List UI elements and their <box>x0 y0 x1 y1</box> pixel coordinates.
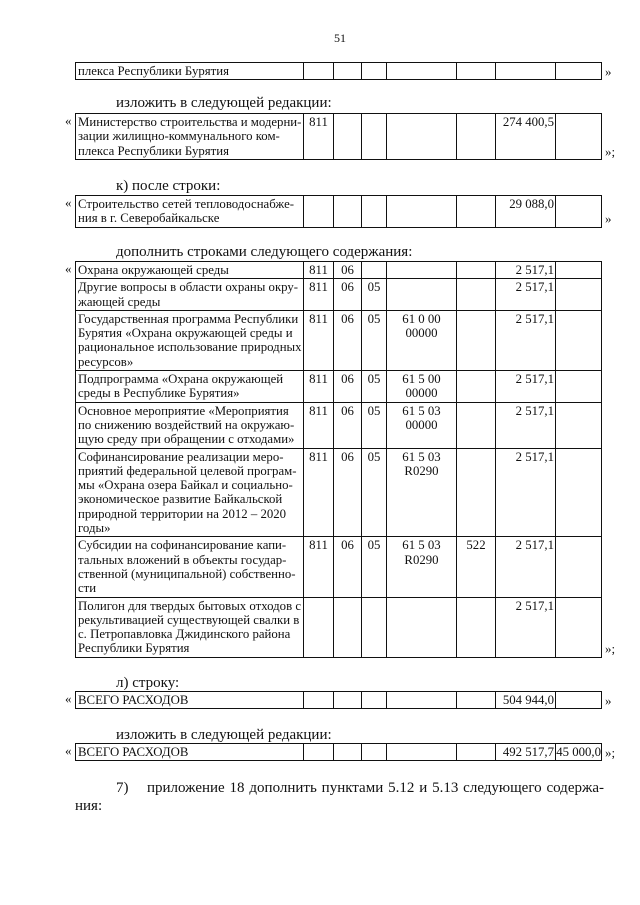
table-replacement-ministry <box>65 113 616 160</box>
cell-name-text: Бурятия «Охрана окружающей среды и <box>78 326 293 341</box>
cell-ministry-text: 811 <box>309 538 328 553</box>
cell-ministry-text: 811 <box>309 372 328 387</box>
cell-name-text: Субсидии на софинансирование капи- <box>78 538 287 553</box>
cell-section <box>334 63 362 80</box>
cell-amount-text: 2 517,1 <box>515 449 554 464</box>
cell-type <box>457 196 496 228</box>
cell-target-text: 00000 <box>405 326 438 341</box>
cell-section-text: 06 <box>341 403 354 418</box>
cell-ministry <box>304 448 334 537</box>
cell-target <box>387 262 457 279</box>
cell-target-text: 61 5 00 <box>402 372 441 387</box>
cell-ministry-text: 811 <box>309 449 328 464</box>
cell-name-text: по снижению воздействий на окружаю- <box>78 417 295 432</box>
cell-type <box>457 63 496 80</box>
cell-section-text: 06 <box>341 263 354 277</box>
cell-amount <box>496 692 556 709</box>
table-row <box>76 196 602 228</box>
cell-name-text: ственной (муниципальной) собственно- <box>78 566 296 581</box>
cell-name-text: ресурсов» <box>78 354 134 369</box>
table-added-rows <box>65 261 616 658</box>
cell-amount-text: 504 944,0 <box>502 693 554 707</box>
budget-table <box>75 113 602 160</box>
cell-target-text: 61 5 03 <box>402 449 441 464</box>
cell-target-text: R0290 <box>404 463 439 478</box>
cell-name <box>76 448 304 537</box>
cell-amount-text: 2 517,1 <box>515 263 554 277</box>
close-quote: »; <box>605 641 616 657</box>
cell-name <box>76 196 304 228</box>
cell-type <box>457 692 496 709</box>
cell-ministry-text: 811 <box>309 115 328 129</box>
cell-target-text: 61 5 03 <box>402 538 441 553</box>
cell-subsection <box>362 371 387 403</box>
cell-name-text: сти <box>78 581 97 596</box>
cell-section <box>334 262 362 279</box>
cell-target-text: 00000 <box>405 417 438 432</box>
cell-amount2 <box>556 310 602 370</box>
cell-name-text: рациональное использование природных <box>78 340 302 355</box>
cell-name-text: зации жилищно-коммунального ком- <box>78 129 280 144</box>
cell-name-text: щую среду при обращении с отходами» <box>78 432 295 447</box>
table-previous-tail <box>75 62 612 80</box>
cell-type <box>457 371 496 403</box>
cell-amount2 <box>556 537 602 597</box>
cell-name <box>76 63 304 80</box>
cell-amount <box>496 402 556 448</box>
cell-section-text: 06 <box>341 538 354 553</box>
cell-ministry <box>304 196 334 228</box>
cell-name <box>76 744 304 761</box>
cell-amount <box>496 114 556 160</box>
cell-amount <box>496 597 556 657</box>
cell-type-text: 522 <box>466 538 486 553</box>
cell-amount <box>496 262 556 279</box>
cell-target-text: 61 0 00 <box>402 311 441 326</box>
cell-subsection <box>362 114 387 160</box>
cell-amount2 <box>556 744 602 761</box>
cell-amount-text: 2 517,1 <box>515 598 554 613</box>
cell-ministry <box>304 114 334 160</box>
cell-amount-text: 2 517,1 <box>515 280 554 295</box>
cell-amount-text: 2 517,1 <box>515 311 554 326</box>
cell-name <box>76 692 304 709</box>
cell-ministry <box>304 402 334 448</box>
cell-ministry <box>304 262 334 279</box>
cell-name-text: природной территории на 2012 – 2020 <box>78 506 287 521</box>
cell-amount2-text: 45 000,0 <box>556 745 601 759</box>
cell-amount <box>496 279 556 311</box>
cell-target <box>387 448 457 537</box>
cell-amount <box>496 196 556 228</box>
cell-target <box>387 310 457 370</box>
cell-subsection <box>362 402 387 448</box>
cell-type <box>457 537 496 597</box>
cell-ministry <box>304 744 334 761</box>
open-quote: « <box>65 113 72 128</box>
cell-amount <box>496 371 556 403</box>
cell-target <box>387 196 457 228</box>
cell-amount-text: 274 400,5 <box>502 115 554 129</box>
cell-ministry <box>304 63 334 80</box>
cell-target <box>387 692 457 709</box>
budget-table <box>75 261 602 658</box>
cell-section <box>334 692 362 709</box>
table-row <box>76 692 602 709</box>
cell-subsection-text: 05 <box>367 538 381 553</box>
table-row <box>76 63 602 80</box>
budget-table <box>75 195 602 228</box>
cell-section-text: 06 <box>341 372 354 387</box>
table-row <box>76 537 602 597</box>
cell-target <box>387 279 457 311</box>
cell-target <box>387 63 457 80</box>
cell-subsection-text: 05 <box>367 311 381 326</box>
cell-amount <box>496 537 556 597</box>
close-quote: »; <box>605 745 616 760</box>
cell-amount2 <box>556 262 602 279</box>
cell-amount2 <box>556 402 602 448</box>
cell-name-text: ВСЕГО РАСХОДОВ <box>78 693 189 707</box>
cell-amount2 <box>556 114 602 160</box>
table-row <box>76 402 602 448</box>
open-quote: « <box>65 261 72 276</box>
cell-type <box>457 448 496 537</box>
cell-name-text: тальных вложений в объекты государ- <box>78 552 287 567</box>
table-row <box>76 597 602 657</box>
cell-ministry-text: 811 <box>309 263 328 277</box>
budget-table <box>75 62 602 80</box>
close-quote: » <box>605 693 612 708</box>
cell-section-text: 06 <box>341 280 354 295</box>
instruction-text: дополнить строками следующего содержания: <box>116 244 413 260</box>
cell-subsection <box>362 196 387 228</box>
cell-subsection <box>362 744 387 761</box>
cell-name-text: Охрана окружающей среды <box>78 263 229 277</box>
cell-subsection <box>362 310 387 370</box>
cell-name-text: Другие вопросы в области охраны окру- <box>78 280 299 295</box>
cell-subsection-text: 05 <box>367 403 381 418</box>
cell-name-text: с. Петропавловка Джидинского района <box>78 627 291 642</box>
cell-ministry <box>304 692 334 709</box>
cell-subsection <box>362 63 387 80</box>
table-row <box>76 744 602 761</box>
cell-amount <box>496 448 556 537</box>
instruction-text: л) строку: <box>116 675 180 691</box>
cell-amount <box>496 63 556 80</box>
cell-name-text: Софинансирование реализации меро- <box>78 449 284 464</box>
cell-subsection-text: 05 <box>367 449 381 464</box>
close-quote: » <box>605 64 612 79</box>
cell-section <box>334 744 362 761</box>
instruction-text: изложить в следующей редакции: <box>116 95 332 111</box>
item-number: 7) <box>116 780 129 796</box>
cell-ministry-text: 811 <box>309 403 328 418</box>
cell-subsection <box>362 448 387 537</box>
cell-type <box>457 114 496 160</box>
cell-name-text: годы» <box>78 521 111 536</box>
cell-name-text: Министерство строительства и модерни- <box>78 115 302 129</box>
table-after-row <box>65 195 612 228</box>
cell-target <box>387 402 457 448</box>
cell-name-text: плекса Республики Бурятия <box>78 64 229 78</box>
cell-type <box>457 597 496 657</box>
cell-name <box>76 402 304 448</box>
cell-amount2 <box>556 371 602 403</box>
cell-section <box>334 114 362 160</box>
cell-subsection <box>362 692 387 709</box>
cell-name <box>76 537 304 597</box>
cell-ministry <box>304 279 334 311</box>
cell-section-text: 06 <box>341 449 354 464</box>
cell-name <box>76 114 304 160</box>
cell-name-text: плекса Республики Бурятия <box>78 143 229 158</box>
cell-name <box>76 262 304 279</box>
cell-ministry <box>304 371 334 403</box>
cell-type <box>457 744 496 761</box>
cell-name <box>76 371 304 403</box>
table-row <box>76 279 602 311</box>
table-row <box>76 262 602 279</box>
page-number: 51 <box>334 31 346 45</box>
table-total-old <box>65 691 612 709</box>
cell-name-text: Республики Бурятия <box>78 641 190 656</box>
cell-type <box>457 262 496 279</box>
cell-amount2 <box>556 279 602 311</box>
cell-ministry <box>304 597 334 657</box>
cell-target-text: 00000 <box>405 386 438 401</box>
cell-target <box>387 371 457 403</box>
cell-target-text: 61 5 03 <box>402 403 441 418</box>
close-quote: »; <box>605 143 616 159</box>
budget-table <box>75 691 602 709</box>
cell-ministry-text: 811 <box>309 311 328 326</box>
cell-amount2 <box>556 196 602 228</box>
cell-name-text: Основное мероприятие «Мероприятия <box>78 403 289 418</box>
cell-name-text: приятий федеральной целевой програм- <box>78 463 297 478</box>
cell-section <box>334 196 362 228</box>
cell-section <box>334 597 362 657</box>
instruction-text: к) после строки: <box>116 178 221 194</box>
cell-type <box>457 279 496 311</box>
cell-section-text: 06 <box>341 311 354 326</box>
cell-ministry <box>304 310 334 370</box>
cell-name-text: Подпрограмма «Охрана окружающей <box>78 372 284 387</box>
cell-section <box>334 448 362 537</box>
cell-amount-text: 2 517,1 <box>515 372 554 387</box>
cell-amount <box>496 744 556 761</box>
cell-amount-text: 2 517,1 <box>515 403 554 418</box>
cell-section <box>334 371 362 403</box>
table-row <box>76 448 602 537</box>
instruction-text: изложить в следующей редакции: <box>116 727 332 743</box>
cell-name-text: Государственная программа Республики <box>78 311 299 326</box>
cell-amount-text: 492 517,7 <box>502 745 554 759</box>
cell-name <box>76 279 304 311</box>
cell-name <box>76 310 304 370</box>
cell-name-text: экономическое развитие Байкальской <box>78 492 283 507</box>
cell-target <box>387 114 457 160</box>
cell-amount2 <box>556 597 602 657</box>
cell-amount2 <box>556 448 602 537</box>
cell-subsection <box>362 279 387 311</box>
cell-name-text: среды в Республике Бурятия» <box>78 386 240 401</box>
close-quote: » <box>605 211 612 227</box>
cell-name-text: ВСЕГО РАСХОДОВ <box>78 745 189 759</box>
cell-section <box>334 279 362 311</box>
cell-name-text: мы «Охрана озера Байкал и социально- <box>78 478 293 493</box>
item-text-line: приложение 18 дополнить пунктами 5.12 и 5.13 следующего содержа- <box>147 780 604 796</box>
budget-table <box>75 743 602 761</box>
cell-type <box>457 402 496 448</box>
cell-target-text: R0290 <box>404 552 439 567</box>
cell-section <box>334 310 362 370</box>
open-quote: « <box>65 743 72 758</box>
open-quote: « <box>65 195 72 210</box>
table-row <box>76 371 602 403</box>
cell-subsection-text: 05 <box>367 280 381 295</box>
cell-amount-text: 29 088,0 <box>509 197 554 211</box>
cell-subsection <box>362 262 387 279</box>
cell-target <box>387 537 457 597</box>
open-quote: « <box>65 691 72 706</box>
cell-subsection <box>362 597 387 657</box>
table-row <box>76 114 602 160</box>
cell-amount2 <box>556 63 602 80</box>
cell-section <box>334 402 362 448</box>
cell-subsection-text: 05 <box>367 372 381 387</box>
cell-subsection <box>362 537 387 597</box>
cell-name <box>76 597 304 657</box>
cell-amount <box>496 310 556 370</box>
cell-name-text: Строительство сетей тепловодоснабже- <box>78 197 295 211</box>
cell-name-text: Полигон для твердых бытовых отходов с <box>78 598 302 613</box>
cell-target <box>387 597 457 657</box>
cell-amount2 <box>556 692 602 709</box>
table-total-new <box>65 743 616 761</box>
table-row <box>76 310 602 370</box>
cell-ministry <box>304 537 334 597</box>
cell-type <box>457 310 496 370</box>
cell-name-text: ния в г. Северобайкальске <box>78 211 220 226</box>
cell-amount-text: 2 517,1 <box>515 538 554 553</box>
cell-name-text: жающей среды <box>78 294 161 309</box>
cell-target <box>387 744 457 761</box>
cell-ministry-text: 811 <box>309 280 328 295</box>
cell-section <box>334 537 362 597</box>
item-text-line: ния: <box>75 798 103 814</box>
cell-name-text: рекультивацией существующей свалки в <box>78 612 300 627</box>
